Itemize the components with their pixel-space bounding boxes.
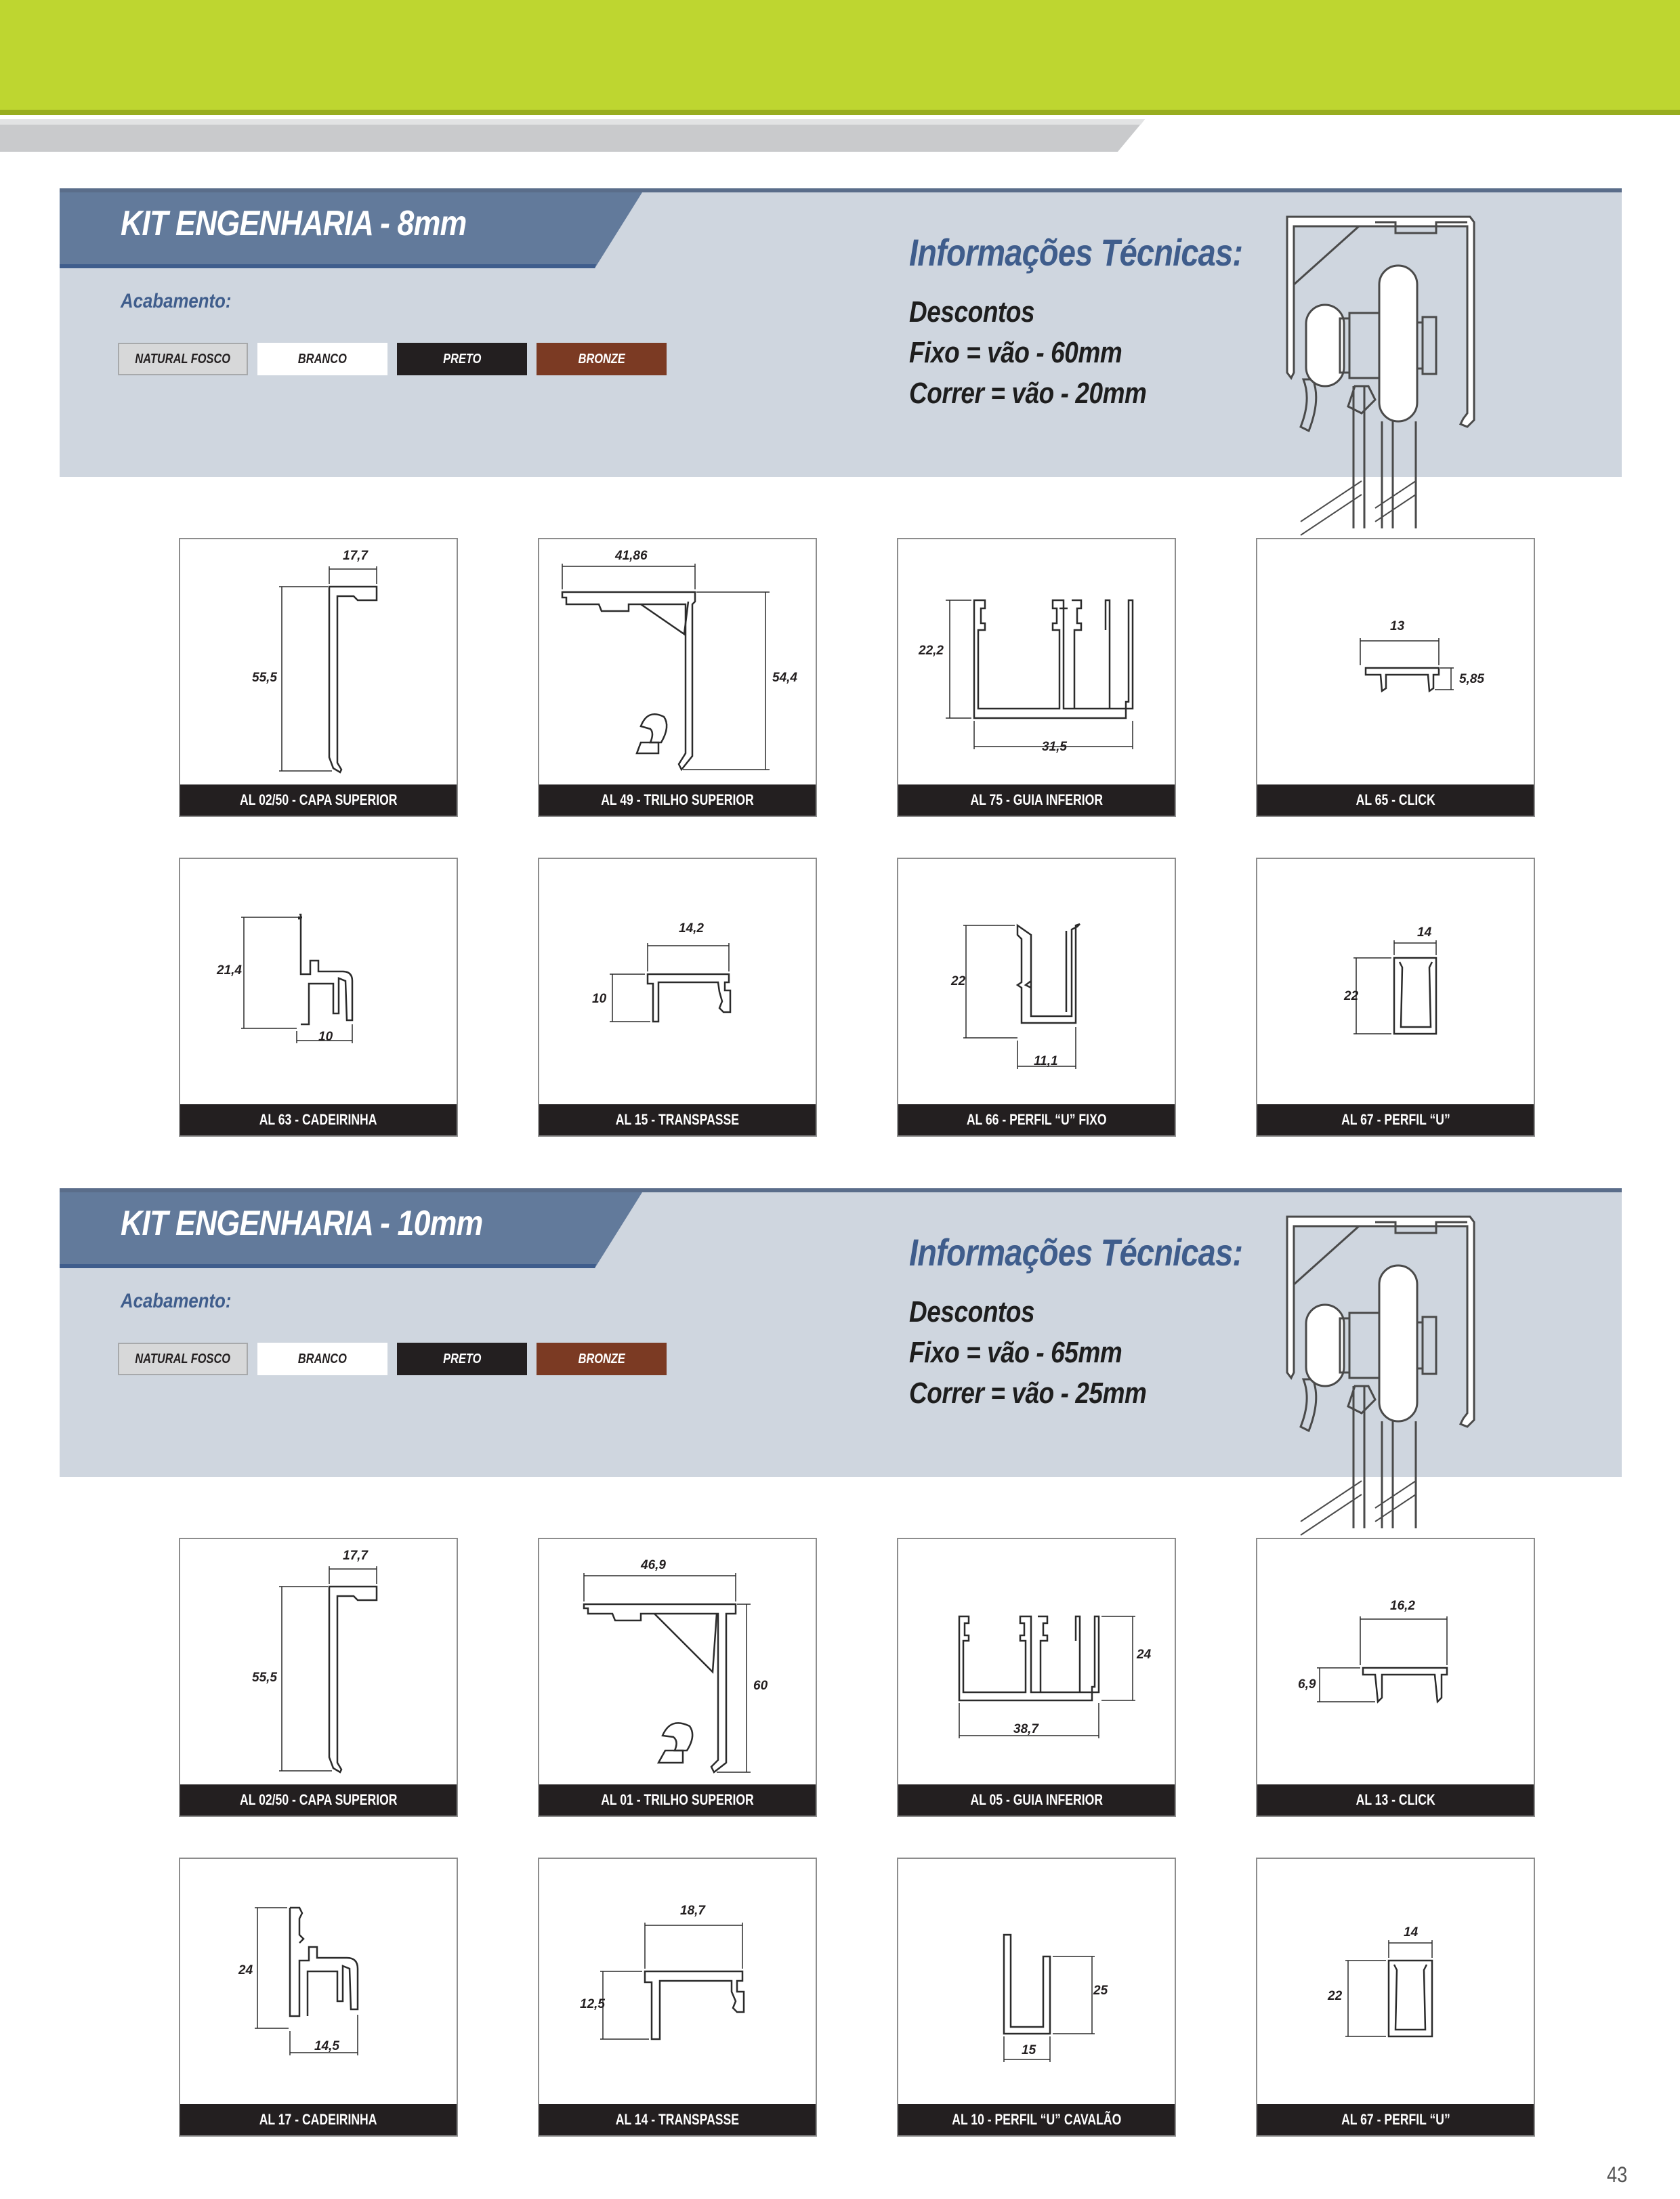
finish-branco: BRANCO: [257, 343, 387, 375]
profile-drawing: [180, 859, 457, 1104]
profile-caption: AL 67 - PERFIL “U”: [1257, 2104, 1534, 2135]
profile-card-al-67: 14 22 AL 67 - PERFIL “U”: [1256, 858, 1535, 1137]
profile-caption: AL 66 - PERFIL “U” FIXO: [898, 1104, 1175, 1135]
profile-caption: AL 13 - CLICK: [1257, 1784, 1534, 1816]
profile-caption: AL 17 - CADEIRINHA: [180, 2104, 457, 2135]
profile-drawing: [898, 539, 1175, 784]
finish-bronze: BRONZE: [537, 1343, 667, 1375]
profile-caption: AL 75 - GUIA INFERIOR: [898, 784, 1175, 816]
profile-drawing: [539, 1539, 816, 1784]
profile-caption: AL 02/50 - CAPA SUPERIOR: [180, 1784, 457, 1816]
info-title: Informações Técnicas:: [909, 1231, 1243, 1274]
profile-drawing: [180, 1859, 457, 2104]
profile-drawing: [539, 539, 816, 784]
profile-card-al-13: 16,2 6,9 AL 13 - CLICK: [1256, 1538, 1535, 1817]
profile-drawing: [1257, 1859, 1534, 2104]
profile-card-al-49: 41,86 54,4 AL 49 - TRILHO SUPERIOR: [538, 538, 817, 817]
profile-drawing: [180, 1539, 457, 1784]
info-discounts: Descontos: [909, 1295, 1035, 1328]
profile-caption: AL 15 - TRANSPASSE: [539, 1104, 816, 1135]
profile-caption: AL 65 - CLICK: [1257, 784, 1534, 816]
rail-assembly-drawing: [1274, 1203, 1490, 1542]
profile-card-al-05: 24 38,7 AL 05 - GUIA INFERIOR: [897, 1538, 1176, 1817]
finish-label: Acabamento:: [121, 1290, 232, 1312]
profile-drawing: [1257, 859, 1534, 1104]
profile-card-al-66: 22 11,1 AL 66 - PERFIL “U” FIXO: [897, 858, 1176, 1137]
header-band-edge: [0, 110, 1680, 115]
profile-caption: AL 14 - TRANSPASSE: [539, 2104, 816, 2135]
profile-card-al-01: 46,9 60 AL 01 - TRILHO SUPERIOR: [538, 1538, 817, 1817]
info-fixo: Fixo = vão - 60mm: [909, 336, 1122, 369]
info-correr: Correr = vão - 25mm: [909, 1377, 1147, 1410]
header-band: [0, 0, 1680, 112]
profile-card-al-02-50: 17,7 55,5 AL 02/50 - CAPA SUPERIOR: [179, 538, 458, 817]
profile-caption: AL 10 - PERFIL “U” CAVALÃO: [898, 2104, 1175, 2135]
finish-preto: PRETO: [397, 343, 527, 375]
profile-caption: AL 67 - PERFIL “U”: [1257, 1104, 1534, 1135]
finish-natural-fosco: NATURAL FOSCO: [118, 1343, 248, 1375]
profile-drawing: [898, 1539, 1175, 1784]
profile-drawing: [180, 539, 457, 784]
profile-card-al-15: 14,2 10 AL 15 - TRANSPASSE: [538, 858, 817, 1137]
profile-card-al-02-50: 17,7 55,5 AL 02/50 - CAPA SUPERIOR: [179, 1538, 458, 1817]
profile-drawing: [1257, 1539, 1534, 1784]
profile-caption: AL 49 - TRILHO SUPERIOR: [539, 784, 816, 816]
info-correr: Correr = vão - 20mm: [909, 377, 1147, 410]
grey-strip: [0, 119, 1145, 152]
profile-caption: AL 63 - CADEIRINHA: [180, 1104, 457, 1135]
info-discounts: Descontos: [909, 295, 1035, 329]
finish-bronze: BRONZE: [537, 343, 667, 375]
profile-card-al-14: 18,7 12,5 AL 14 - TRANSPASSE: [538, 1858, 817, 2137]
profile-card-al-75: 22,2 31,5 AL 75 - GUIA INFERIOR: [897, 538, 1176, 817]
profile-drawing: [1257, 539, 1534, 784]
profile-card-al-10: 25 15 AL 10 - PERFIL “U” CAVALÃO: [897, 1858, 1176, 2137]
finish-natural-fosco: NATURAL FOSCO: [118, 343, 248, 375]
finish-preto: PRETO: [397, 1343, 527, 1375]
section-title: KIT ENGENHARIA - 10mm: [121, 1204, 483, 1243]
profile-card-al-67: 14 22 AL 67 - PERFIL “U”: [1256, 1858, 1535, 2137]
profile-card-al-65: 13 5,85 AL 65 - CLICK: [1256, 538, 1535, 817]
profile-card-al-17: 24 14,5 AL 17 - CADEIRINHA: [179, 1858, 458, 2137]
finish-label: Acabamento:: [121, 290, 232, 312]
info-title: Informações Técnicas:: [909, 231, 1243, 274]
profile-card-al-63: 21,4 10 AL 63 - CADEIRINHA: [179, 858, 458, 1137]
profile-caption: AL 02/50 - CAPA SUPERIOR: [180, 784, 457, 816]
page-number: 43: [1607, 2162, 1628, 2187]
section-title: KIT ENGENHARIA - 8mm: [121, 204, 467, 243]
profile-caption: AL 01 - TRILHO SUPERIOR: [539, 1784, 816, 1816]
profile-drawing: [539, 859, 816, 1104]
profile-caption: AL 05 - GUIA INFERIOR: [898, 1784, 1175, 1816]
rail-assembly-drawing: [1274, 203, 1490, 542]
profile-drawing: [898, 1859, 1175, 2104]
finish-branco: BRANCO: [257, 1343, 387, 1375]
profile-drawing: [539, 1859, 816, 2104]
info-fixo: Fixo = vão - 65mm: [909, 1336, 1122, 1369]
